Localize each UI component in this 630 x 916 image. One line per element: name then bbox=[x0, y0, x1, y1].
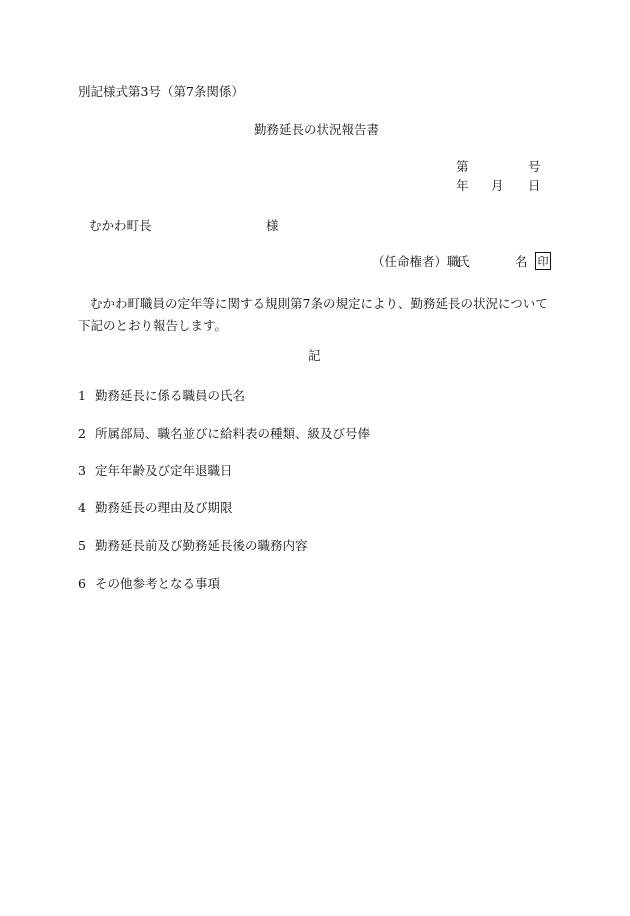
list-item bbox=[78, 465, 233, 478]
item-number: 3 bbox=[78, 463, 86, 478]
list-item bbox=[78, 390, 245, 403]
item-label: 定年年齢及び定年退職日 bbox=[95, 463, 233, 478]
list-item bbox=[78, 578, 220, 591]
item-number: 2 bbox=[78, 426, 86, 441]
date-day-label: 日 bbox=[528, 178, 541, 193]
list-item bbox=[78, 502, 233, 515]
item-label: 勤務延長の理由及び期限 bbox=[95, 500, 233, 515]
item-number: 4 bbox=[78, 500, 86, 515]
item-label: 勤務延長前及び勤務延長後の職務内容 bbox=[95, 538, 308, 553]
seal-box: 印 bbox=[535, 252, 551, 270]
appointer-title-label: （任命権者）職 bbox=[372, 254, 460, 269]
addressee-name: むかわ町長 bbox=[89, 218, 152, 233]
item-label: 所属部局、職名並びに給料表の種類、級及び号俸 bbox=[95, 426, 371, 441]
date-year-label: 年 bbox=[456, 178, 469, 193]
item-label: 勤務延長に係る職員の氏名 bbox=[95, 388, 246, 403]
item-number: 6 bbox=[78, 576, 86, 591]
list-item bbox=[78, 540, 308, 553]
form-number: 別記様式第3号（第7条関係） bbox=[78, 84, 244, 99]
addressee-honorific: 様 bbox=[266, 218, 279, 233]
name-label-first: 氏 bbox=[457, 254, 470, 269]
item-number: 5 bbox=[78, 538, 86, 553]
document-title: 勤務延長の状況報告書 bbox=[254, 122, 380, 137]
list-item bbox=[78, 428, 370, 441]
document-number-prefix: 第 bbox=[456, 159, 469, 174]
item-label: その他参考となる事項 bbox=[95, 576, 221, 591]
body-paragraph: むかわ町職員の定年等に関する規則第7条の規定により、勤務延長の状況について下記のとおり報告します。 bbox=[78, 296, 548, 333]
ki-heading: 記 bbox=[308, 348, 321, 363]
date-month-label: 月 bbox=[491, 178, 504, 193]
name-label-second: 名 bbox=[515, 254, 528, 269]
item-number: 1 bbox=[78, 388, 86, 403]
document-number-suffix: 号 bbox=[528, 159, 541, 174]
